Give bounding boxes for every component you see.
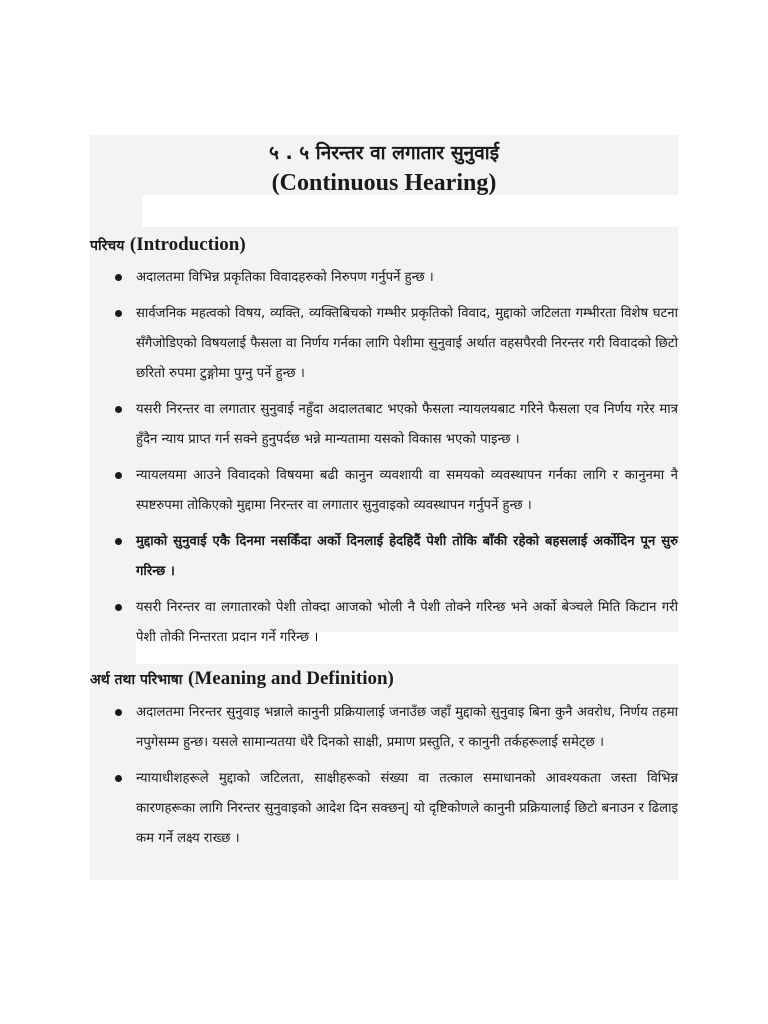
bullet-text: मुद्दाको सुनुवाई एकै दिनमा नसकिँदा अर्को दिनलाई हेदहिदैं पेशी तोकि बाँकी रहेको बहसलाई अर्कोदिन पून सुरु गरिन्छ । <box>136 534 678 579</box>
section-heading-nepali: अर्थ तथा परिभाषा <box>90 672 183 688</box>
section-heading-meaning-definition <box>90 668 678 690</box>
list-item <box>112 263 678 293</box>
bullet-icon <box>115 709 122 716</box>
bullet-icon <box>115 310 122 317</box>
introduction-bullet-list <box>112 263 678 659</box>
section-heading-nepali: परिचय <box>90 238 125 254</box>
bullet-text: यसरी निरन्तर वा लगातार सुनुवाई नहुँदा अदालतबाट भएको फैसला न्यायलयबाट गरिने फैसला एव निर्णय गरेर मात्र हुँदैन न्याय प्राप्त गर्न सक्ने हुनुपर्दछ भन्ने मान्यतामा यसको विकास भएको पाइन्छ । <box>136 402 678 447</box>
list-item <box>112 593 678 653</box>
bullet-text: सार्वजनिक महत्वको विषय, व्यक्ति, व्यक्तिबिचको गम्भीर प्रकृतिको विवाद, मुद्दाको जटिलता गम्भीरता विशेष घटना सँगैजोडिएको विषयलाई फैसला वा निर्णय गर्नका लागि पेशीमा सुनुवाई अर्थात वहसपैरवी निरन्तर गरी विवादको छिटो छरितो रुपमा टुङ्गोमा पुग्नु पर्ने हुन्छ । <box>136 306 678 381</box>
bullet-icon <box>115 406 122 413</box>
bullet-text: अदालतमा निरन्तर सुनुवाइ भन्नाले कानुनी प्रक्रियालाई जनाउँछ जहाँ मुद्दाको सुनुवाइ बिना कुनै अवरोध, निर्णय तहमा नपुगेसम्म हुन्छ। यसले सामान्यतया धेरै दिनको साक्षी, प्रमाण प्रस्तुति, र कानुनी तर्कहरूलाई समेट्छ । <box>136 705 678 750</box>
meaning-bullet-list <box>112 698 678 860</box>
document-title-nepali: ५ . ५ निरन्तर वा लगातार सुनुवाई <box>268 142 500 164</box>
bullet-icon <box>115 604 122 611</box>
section-heading-english: (Introduction) <box>129 234 246 255</box>
document-title-english: (Continuous Hearing) <box>271 170 497 196</box>
bullet-icon <box>115 775 122 782</box>
list-item <box>112 698 678 758</box>
list-item <box>112 299 678 389</box>
bullet-icon <box>115 472 122 479</box>
section-heading-introduction <box>90 234 678 256</box>
bullet-text: अदालतमा विभिन्न प्रकृतिका विवादहरुको निरुपण गर्नुपर्ने हुन्छ । <box>136 270 434 285</box>
list-item <box>112 764 678 854</box>
bullet-text: न्यायाधीशहरूले मुद्दाको जटिलता, साक्षीहरूको संख्या वा तत्काल समाधानको आवश्यकता जस्ता विभिन्न कारणहरूका लागि निरन्तर सुनुवाइको आदेश दिन सक्छन्| यो दृष्टिकोणले कानुनी प्रक्रियालाई छिटो बनाउन र ढिलाइ कम गर्ने लक्ष्य राख्छ । <box>136 771 678 846</box>
bullet-icon <box>115 274 122 281</box>
section-heading-english: (Meaning and Definition) <box>188 668 394 689</box>
bullet-text: न्यायलयमा आउने विवादको विषयमा बढी कानुन व्यवशायी वा समयको व्यवस्थापन गर्नका लागि र कानुनमा नै स्पष्टरुपमा तोकिएको मुद्दामा निरन्तर वा लगातार सुनुवाइको व्यवस्थापन गर्नुपर्ने हुन्छ । <box>136 468 678 513</box>
list-item <box>112 527 678 587</box>
bullet-text: यसरी निरन्तर वा लगातारको पेशी तोक्दा आजको भोली नै पेशी तोक्ने गरिन्छ भने अर्को बेञ्चले मिति किटान गरी पेशी तोकी निन्तरता प्रदान गर्ने गरिन्छ । <box>136 600 678 645</box>
list-item <box>112 395 678 455</box>
list-item <box>112 461 678 521</box>
bullet-icon <box>115 538 122 545</box>
